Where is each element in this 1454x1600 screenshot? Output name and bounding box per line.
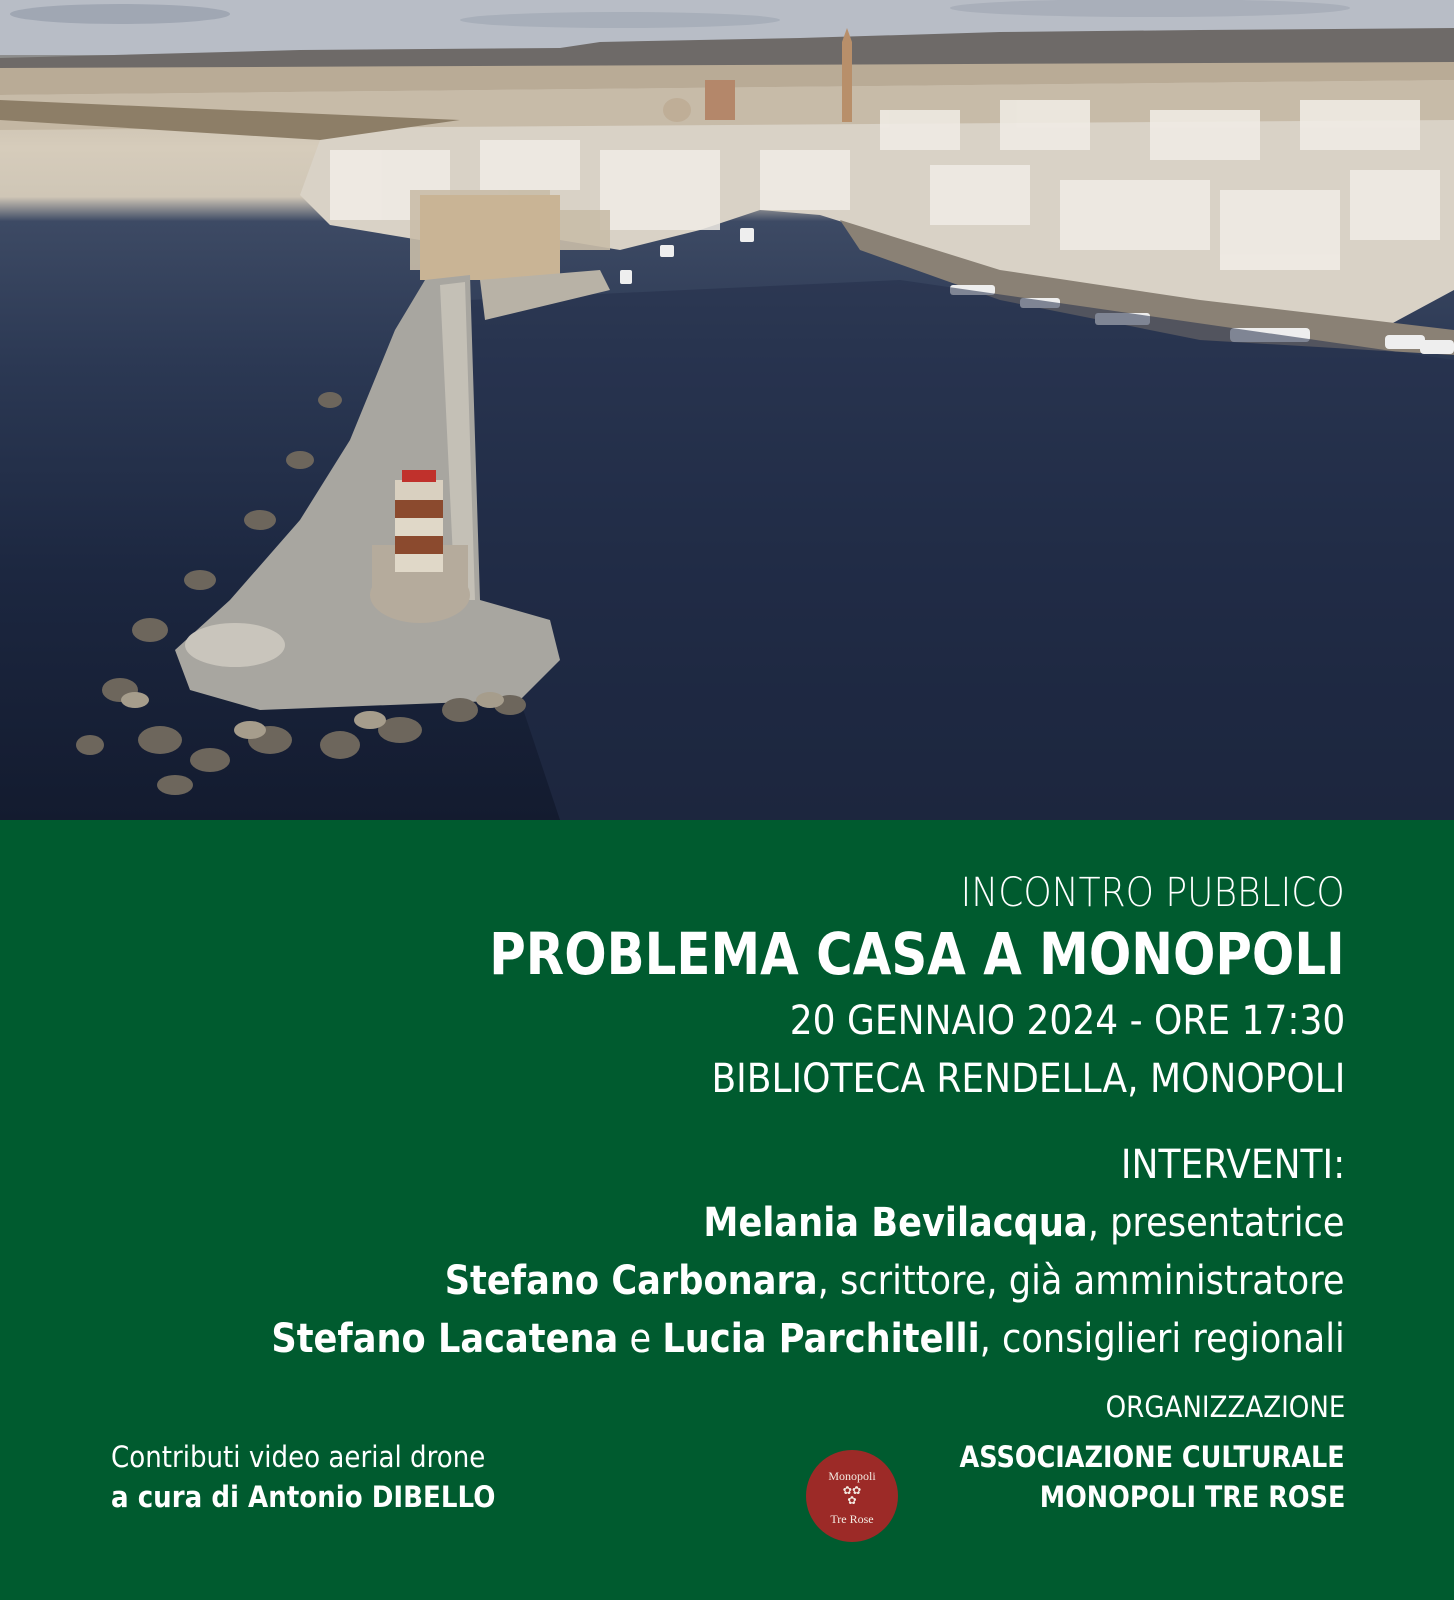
organization-label: ORGANIZZAZIONE: [1105, 1390, 1345, 1424]
logo-bottom-text: Tre Rose: [830, 1512, 874, 1526]
monopoli-tre-rose-logo: [806, 1450, 898, 1542]
event-kicker: INCONTRO PUBBLICO: [960, 870, 1345, 916]
event-venue: BIBLIOTECA RENDELLA, MONOPOLI: [711, 1056, 1345, 1102]
speaker-role: , scrittore, già amministratore: [818, 1258, 1345, 1304]
speaker-line: [704, 1200, 1345, 1246]
speaker-role: , consiglieri regionali: [979, 1316, 1345, 1362]
video-credits-line: Contributi video aerial drone: [111, 1440, 486, 1474]
organization-name-line2: MONOPOLI TRE ROSE: [1039, 1480, 1345, 1514]
speaker-name: Stefano Lacatena: [271, 1316, 619, 1362]
event-date-time: 20 GENNAIO 2024 - ORE 17:30: [789, 998, 1345, 1044]
organization-name-line1: ASSOCIAZIONE CULTURALE: [959, 1440, 1345, 1474]
speaker-name: Stefano Carbonara: [445, 1258, 819, 1304]
three-roses-icon: ✿✿ ✿: [842, 1485, 862, 1507]
speakers-heading: INTERVENTI:: [1120, 1142, 1345, 1188]
speaker-name: Lucia Parchitelli: [662, 1316, 980, 1362]
speaker-line: [272, 1316, 1345, 1362]
speaker-name: Melania Bevilacqua: [703, 1200, 1089, 1246]
speaker-line: [445, 1258, 1345, 1304]
video-credits-author: a cura di Antonio DIBELLO: [111, 1480, 496, 1514]
event-info-panel: [0, 820, 1454, 1600]
logo-top-text: Monopoli: [828, 1469, 876, 1483]
event-title: PROBLEMA CASA A MONOPOLI: [489, 920, 1345, 988]
speaker-joiner: e: [618, 1316, 663, 1362]
speaker-role: , presentatrice: [1088, 1200, 1345, 1246]
